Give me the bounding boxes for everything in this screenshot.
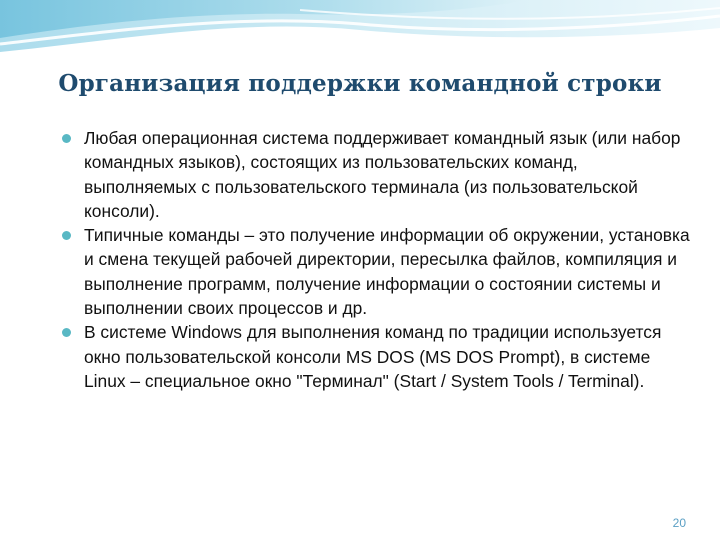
- bullet-text: Любая операционная система поддерживает командный язык (или набор командных языков), состоящих из пользовательских команд, выполняемых с пользовательского терминала (из пользовательской консоли).: [84, 128, 681, 221]
- bullet-item: [62, 320, 692, 393]
- header-wave-decoration: [0, 0, 720, 70]
- slide-title: Организация поддержки командной строки: [58, 70, 662, 97]
- bullet-text: В системе Windows для выполнения команд по традиции используется окно пользовательской консоли MS DOS (MS DOS Prompt), в системе Linux – специальное окно "Терминал" (Start / System Tools / Terminal).: [84, 322, 662, 391]
- bullet-item: [62, 223, 692, 320]
- bullet-circle-icon: [62, 231, 71, 240]
- bullet-list: [62, 126, 692, 393]
- bullet-circle-icon: [62, 134, 71, 143]
- bullet-text: Типичные команды – это получение информации об окружении, установка и смена текущей рабочей директории, пересылка файлов, компиляция и выполнение программ, получение информации о состоянии системы и выполнении своих процессов и др.: [84, 225, 690, 319]
- page-number: 20: [672, 516, 686, 530]
- bullet-circle-icon: [62, 328, 71, 337]
- bullet-item: [62, 126, 692, 223]
